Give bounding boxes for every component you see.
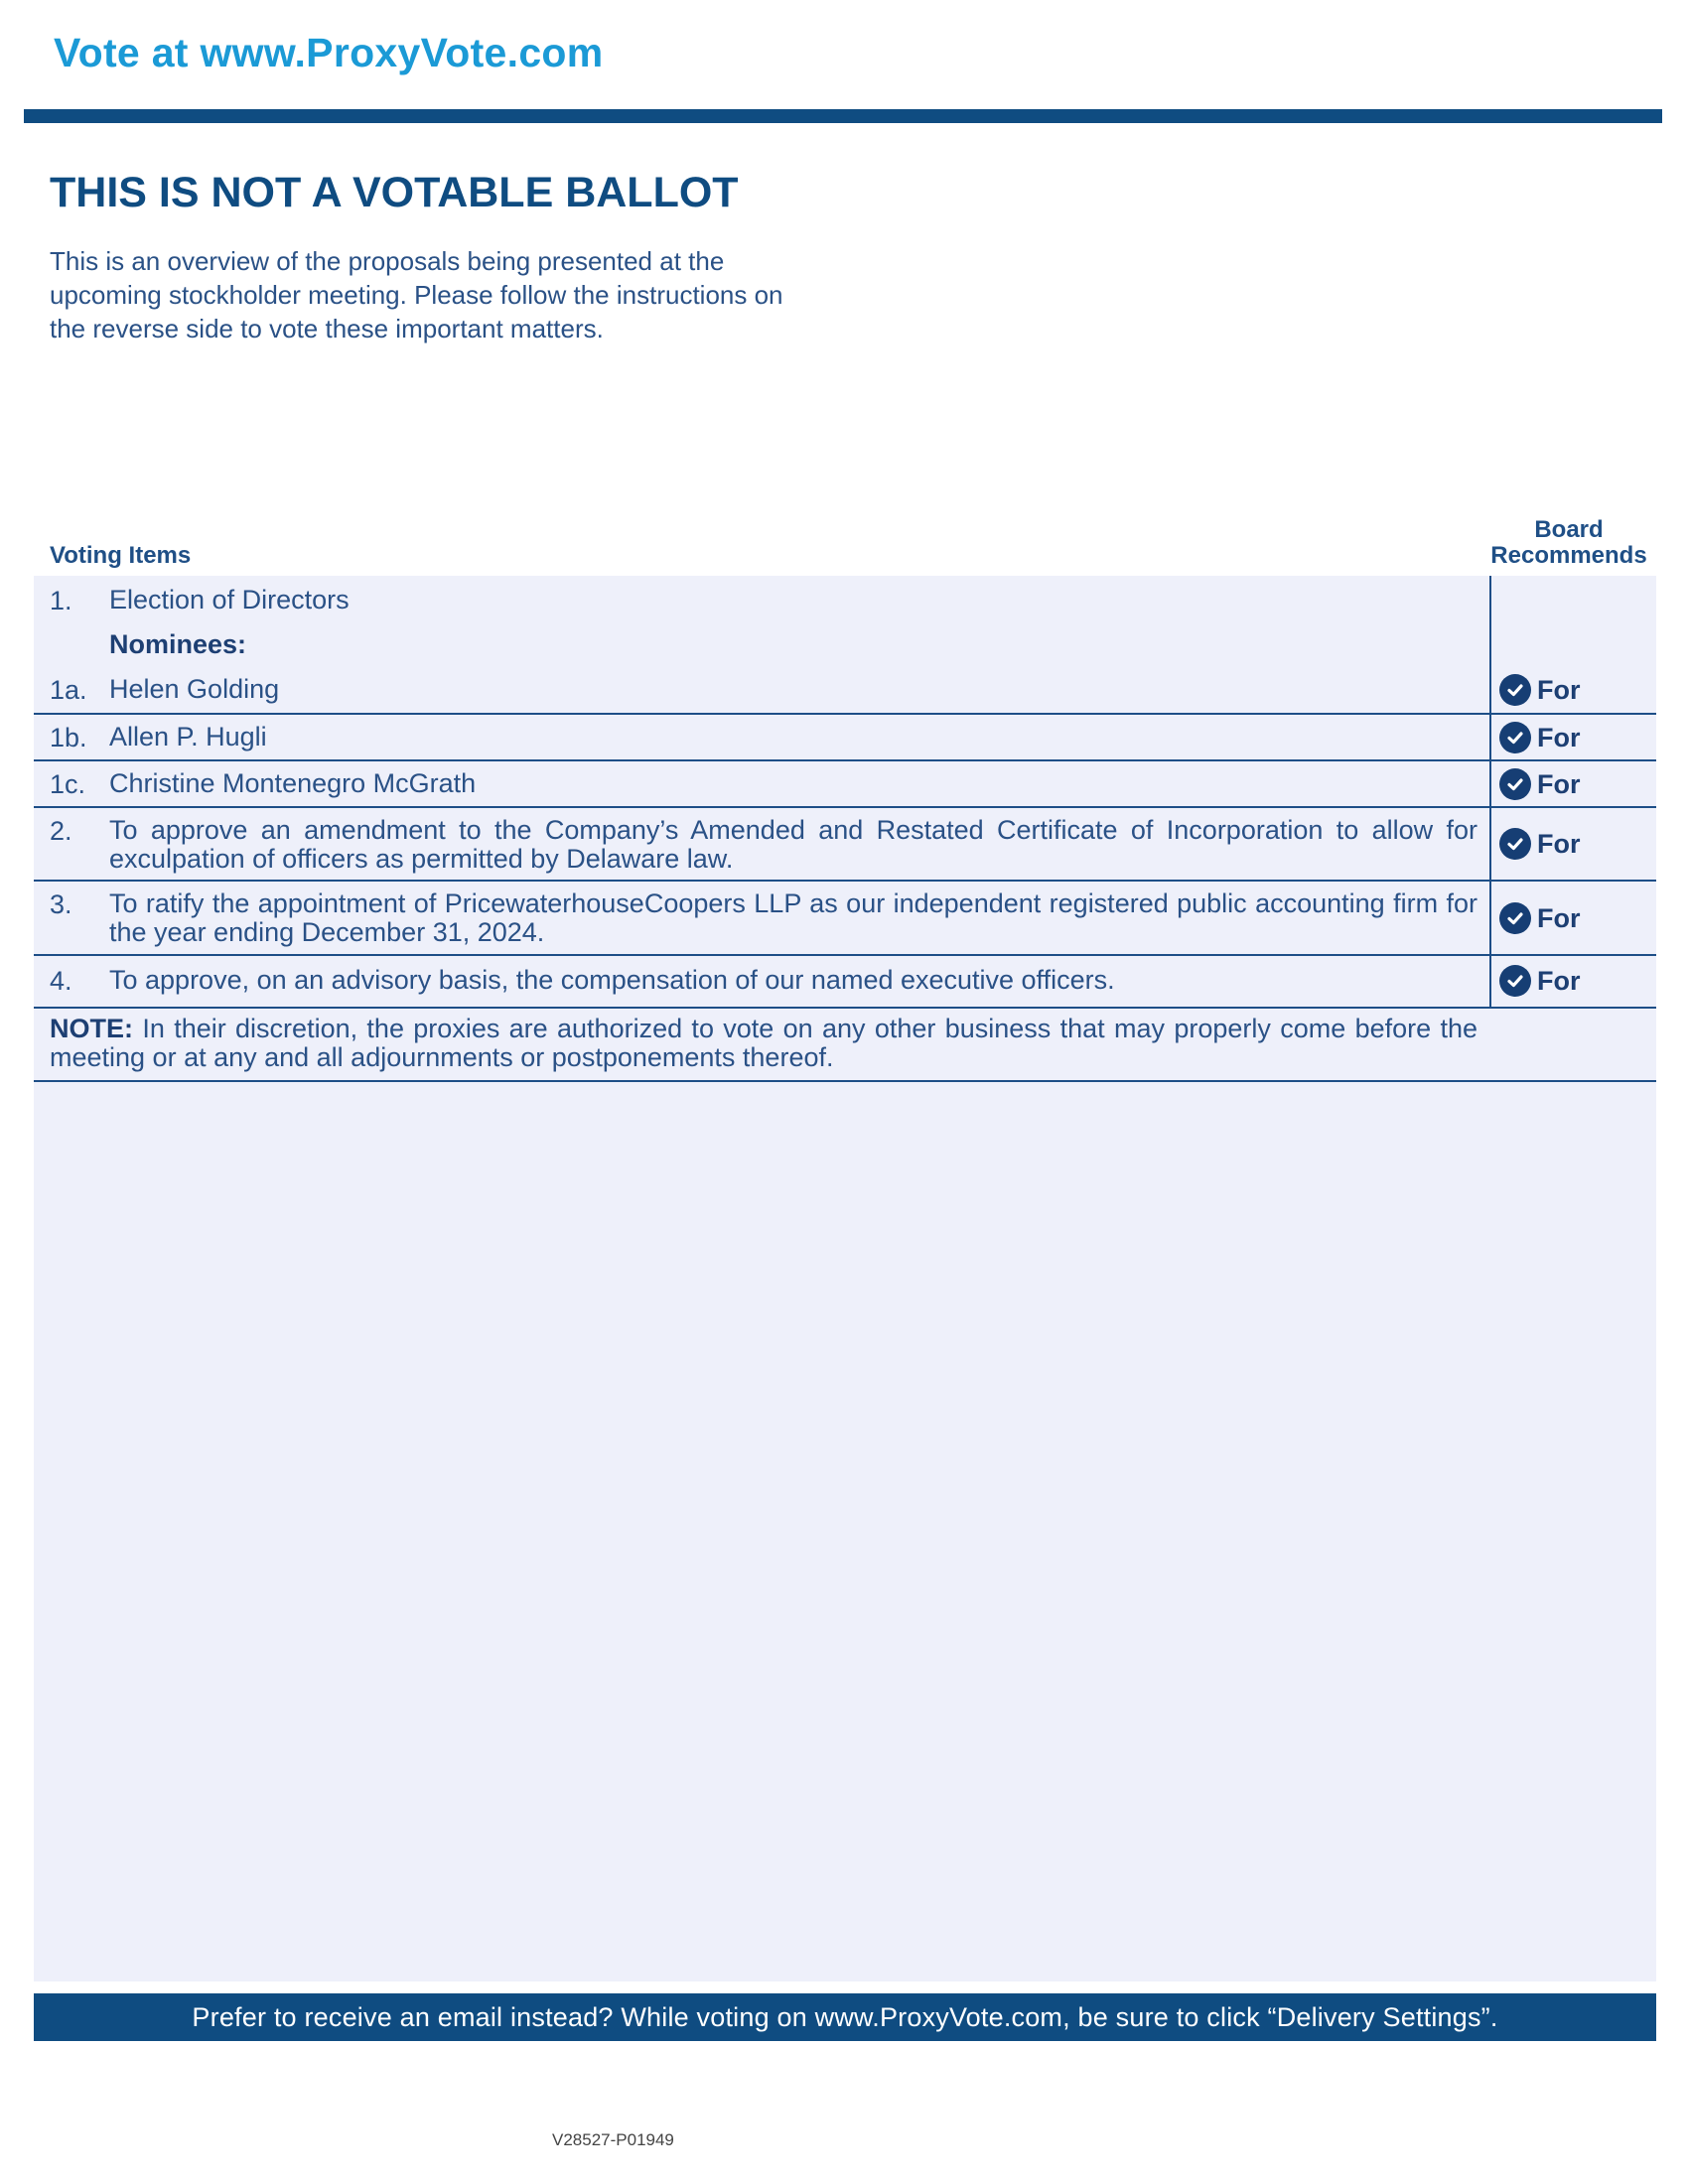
check-circle-icon (1499, 902, 1531, 934)
item-number: 1b. (50, 723, 87, 752)
item-text: To approve an amendment to the Company’s Amended and Restated Certificate of Incorporation to allow for exculpation of officers as permitted by Delaware law. (109, 815, 1477, 874)
recommendation (1499, 965, 1581, 997)
recommendation (1499, 674, 1581, 706)
recommendation-label: For (1537, 965, 1581, 996)
note-body: In their discretion, the proxies are authorized to vote on any other business that may properly come before the meeting or at any and all adjournments or postponements thereof. (50, 1014, 1477, 1072)
nominee-row-1a (34, 667, 1656, 715)
intro-line: the reverse side to vote these important matters. (50, 314, 604, 343)
note-text (50, 1015, 1477, 1072)
recommendation (1499, 828, 1581, 860)
recommendation-label: For (1537, 828, 1581, 859)
check-circle-icon (1499, 722, 1531, 753)
voting-items-header: Voting Items (50, 542, 192, 569)
recommendation (1499, 902, 1581, 934)
header-divider (24, 109, 1662, 123)
check-circle-icon (1499, 828, 1531, 860)
document-code: V28527-P01949 (552, 2130, 674, 2149)
intro-paragraph (50, 244, 864, 345)
proposal-row-1 (34, 576, 1656, 623)
recommendation (1499, 768, 1581, 800)
proxyvote-link[interactable]: Vote at www.ProxyVote.com (54, 30, 604, 75)
proposal-row-4 (34, 956, 1656, 1009)
proposal-row-2 (34, 808, 1656, 882)
note-row (34, 1009, 1656, 1082)
nominees-row (34, 623, 1656, 667)
recommendation-label: For (1537, 768, 1581, 799)
recommendation-label: For (1537, 902, 1581, 933)
item-number: 2. (50, 816, 72, 846)
page-title: THIS IS NOT A VOTABLE BALLOT (50, 169, 739, 216)
banner-text: Prefer to receive an email instead? While voting on www.ProxyVote.com, be sure to click “Delivery Settings”. (192, 2001, 1498, 2032)
item-text: Christine Montenegro McGrath (109, 768, 477, 798)
nominee-row-1b (34, 715, 1656, 761)
item-text: To approve, on an advisory basis, the compensation of our named executive officers. (109, 965, 1115, 995)
proposal-row-3 (34, 882, 1656, 956)
item-number: 1c. (50, 769, 86, 799)
recommendation-label: For (1537, 674, 1581, 705)
board-recommends-header (1489, 517, 1648, 569)
board-recommends-line: Board (1534, 516, 1604, 543)
item-text: Election of Directors (109, 585, 350, 614)
delivery-settings-banner (34, 1993, 1656, 2041)
check-circle-icon (1499, 768, 1531, 800)
recommendation-label: For (1537, 722, 1581, 752)
item-text: Helen Golding (109, 674, 280, 704)
nominees-label: Nominees: (109, 629, 247, 659)
item-text: Allen P. Hugli (109, 722, 267, 751)
recommendation (1499, 722, 1581, 753)
check-circle-icon (1499, 674, 1531, 706)
check-circle-icon (1499, 965, 1531, 997)
item-text: To ratify the appointment of PricewaterhouseCoopers LLP as our independent registered public accounting firm for the year ending December 31, 2024. (109, 888, 1477, 947)
item-number: 1. (50, 586, 72, 615)
board-recommends-line: Recommends (1490, 542, 1647, 569)
note-label: NOTE: (50, 1014, 133, 1043)
item-number: 1a. (50, 675, 87, 705)
nominee-row-1c (34, 761, 1656, 808)
intro-line: upcoming stockholder meeting. Please follow the instructions on (50, 280, 783, 310)
item-number: 3. (50, 889, 72, 919)
item-number: 4. (50, 966, 72, 996)
intro-line: This is an overview of the proposals being presented at the (50, 246, 725, 276)
